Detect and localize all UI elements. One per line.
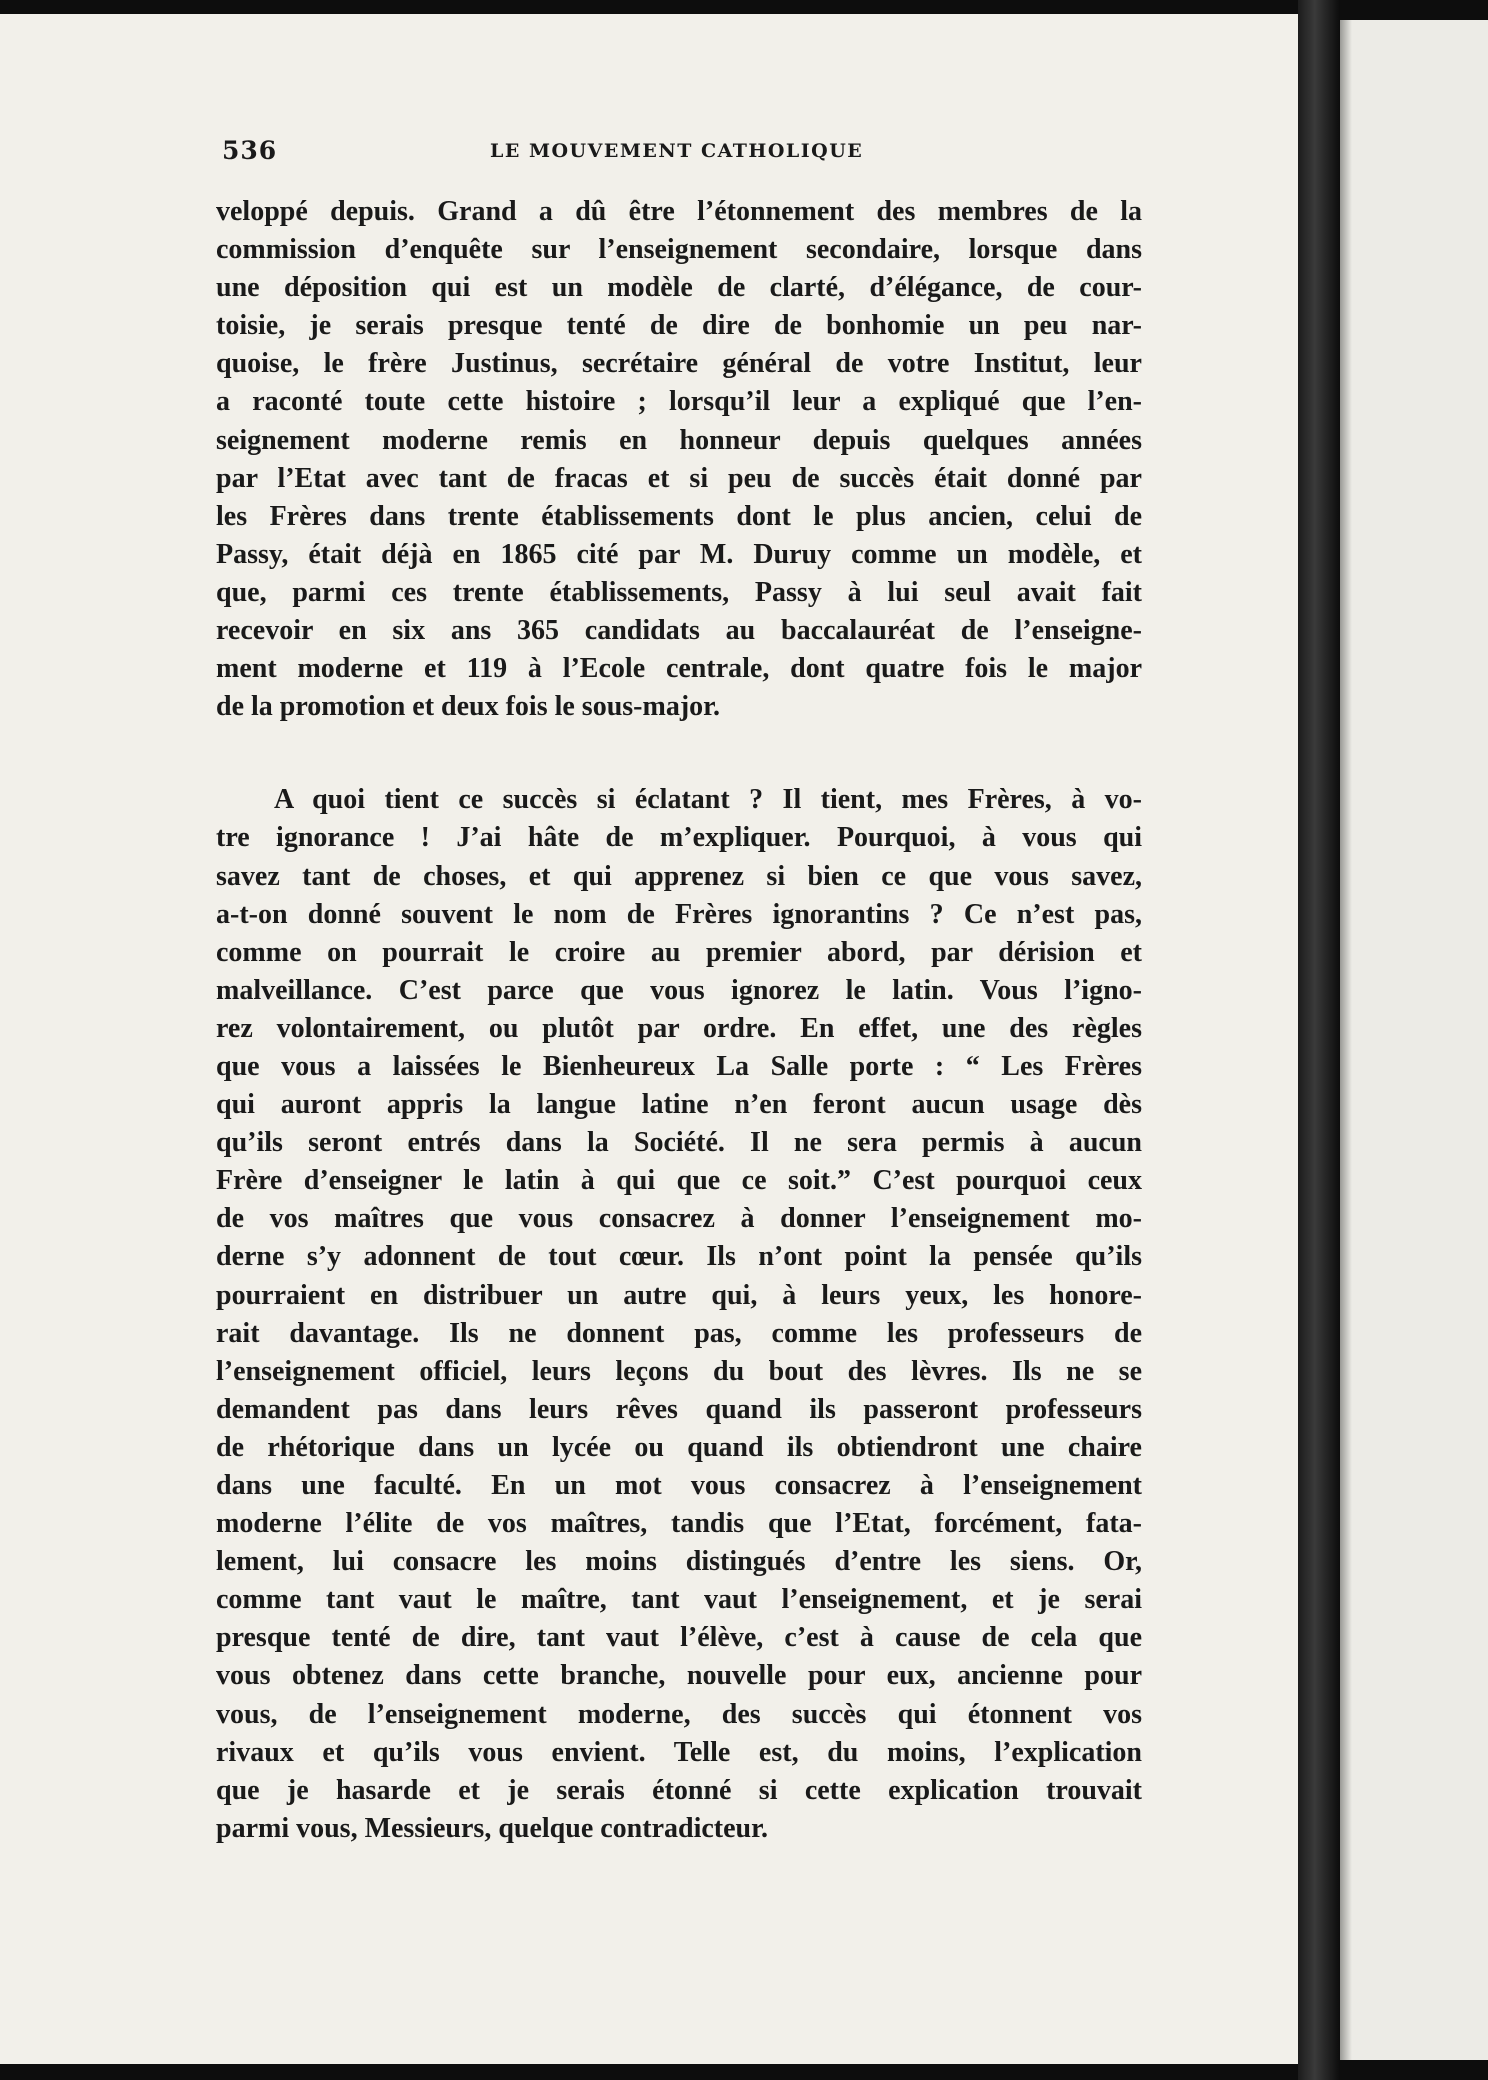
text-line: A quoi tient ce succès si éclatant ? Il tient, mes Frères, à vo-	[274, 784, 1142, 816]
text-line: une déposition qui est un modèle de clarté, d’élégance, de cour-	[216, 272, 1142, 304]
text-line: qu’ils seront entrés dans la Société. Il ne sera permis à aucun	[216, 1127, 1142, 1159]
text-line: comme tant vaut le maître, tant vaut l’enseignement, et je serai	[216, 1584, 1142, 1616]
text-line: tre ignorance ! J’ai hâte de m’expliquer. Pourquoi, à vous qui	[216, 822, 1142, 854]
running-head-title: LE MOUVEMENT CATHOLIQUE	[490, 140, 864, 162]
text-line: ment moderne et 119 à l’Ecole centrale, dont quatre fois le major	[216, 653, 1142, 685]
text-line: de la promotion et deux fois le sous-major.	[216, 691, 720, 723]
text-line: parmi vous, Messieurs, quelque contradicteur.	[216, 1812, 768, 1844]
text-line: commission d’enquête sur l’enseignement secondaire, lorsque dans	[216, 234, 1142, 266]
text-line: Frère d’enseigner le latin à qui que ce soit.” C’est pourquoi ceux	[216, 1165, 1142, 1197]
paragraph-2	[216, 781, 1142, 1848]
text-line: vous, de l’enseignement moderne, des succès qui étonnent vos	[216, 1698, 1142, 1730]
adjacent-page-fold	[1340, 20, 1352, 2060]
body-text	[216, 193, 1142, 1848]
text-line: a-t-on donné souvent le nom de Frères ignorantins ? Ce n’est pas,	[216, 898, 1142, 930]
text-line: lement, lui consacre les moins distingués d’entre les siens. Or,	[216, 1546, 1142, 1578]
text-line: toisie, je serais presque tenté de dire de bonhomie un peu nar-	[216, 310, 1142, 342]
text-line: savez tant de choses, et qui apprenez si bien ce que vous savez,	[216, 860, 1142, 892]
text-line: quoise, le frère Justinus, secrétaire général de votre Institut, leur	[216, 348, 1142, 380]
text-line: Passy, était déjà en 1865 cité par M. Duruy comme un modèle, et	[216, 538, 1142, 570]
text-line: recevoir en six ans 365 candidats au baccalauréat de l’enseigne-	[216, 615, 1142, 647]
text-line: rez volontairement, ou plutôt par ordre. En effet, une des règles	[216, 1012, 1142, 1044]
text-line: seignement moderne remis en honneur depuis quelques années	[216, 424, 1142, 456]
text-line: rivaux et qu’ils vous envient. Telle est, du moins, l’explication	[216, 1736, 1142, 1768]
text-line: presque tenté de dire, tant vaut l’élève, c’est à cause de cela que	[216, 1622, 1142, 1654]
text-line: derne s’y adonnent de tout cœur. Ils n’ont point la pensée qu’ils	[216, 1241, 1142, 1273]
text-line: les Frères dans trente établissements dont le plus ancien, celui de	[216, 500, 1142, 532]
text-line: que je hasarde et je serais étonné si cette explication trouvait	[216, 1774, 1142, 1806]
text-line: comme on pourrait le croire au premier abord, par dérision et	[216, 936, 1142, 968]
text-line: a raconté toute cette histoire ; lorsqu’il leur a expliqué que l’en-	[216, 386, 1142, 418]
text-line: malveillance. C’est parce que vous ignorez le latin. Vous l’igno-	[216, 974, 1142, 1006]
text-line: que vous a laissées le Bienheureux La Salle porte : “ Les Frères	[216, 1050, 1142, 1082]
text-line: que, parmi ces trente établissements, Passy à lui seul avait fait	[216, 576, 1142, 608]
page-edge-shadow	[1298, 0, 1340, 2080]
paragraph-1	[216, 193, 1142, 726]
text-line: de rhétorique dans un lycée ou quand ils obtiendront une chaire	[216, 1431, 1142, 1463]
text-line: moderne l’élite de vos maîtres, tandis que l’Etat, forcément, fata-	[216, 1508, 1142, 1540]
text-line: dans une faculté. En un mot vous consacrez à l’enseignement	[216, 1470, 1142, 1501]
running-head	[222, 136, 1142, 172]
text-line: de vos maîtres que vous consacrez à donner l’enseignement mo-	[216, 1203, 1142, 1235]
text-line: qui auront appris la langue latine n’en feront aucun usage dès	[216, 1089, 1142, 1121]
adjacent-page-strip	[1340, 20, 1488, 2060]
text-line: vous obtenez dans cette branche, nouvelle pour eux, ancienne pour	[216, 1660, 1142, 1692]
text-line: veloppé depuis. Grand a dû être l’étonnement des membres de la	[216, 196, 1142, 227]
text-line: rait davantage. Ils ne donnent pas, comme les professeurs de	[216, 1317, 1142, 1349]
text-line: pourraient en distribuer un autre qui, à leurs yeux, les honore-	[216, 1279, 1142, 1311]
text-line: par l’Etat avec tant de fracas et si peu de succès était donné par	[216, 462, 1142, 494]
page-number: 536	[222, 136, 278, 165]
text-line: demandent pas dans leurs rêves quand ils passeront professeurs	[216, 1393, 1142, 1425]
text-line: l’enseignement officiel, leurs leçons du bout des lèvres. Ils ne se	[216, 1355, 1142, 1387]
